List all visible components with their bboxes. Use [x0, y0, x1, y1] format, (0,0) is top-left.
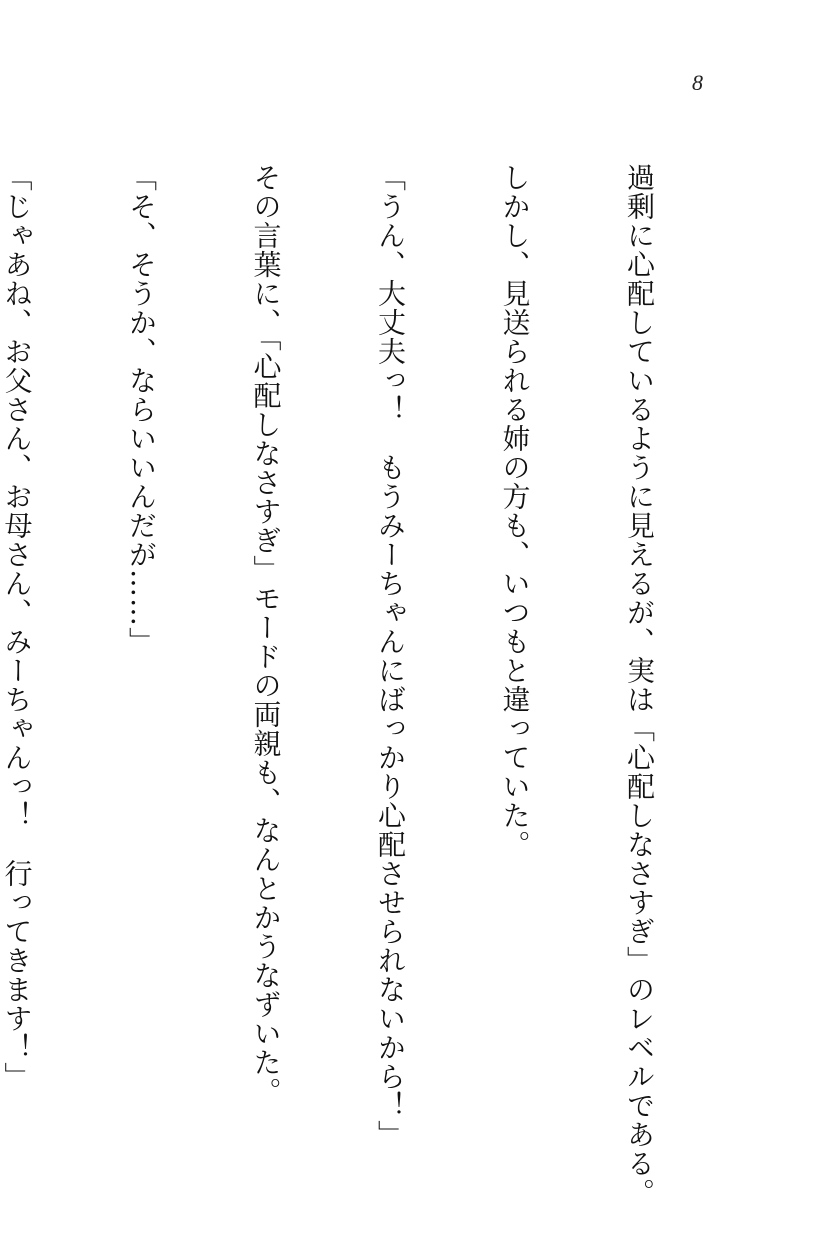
text-line: しかし、見送られる姉の方も、いつもと違っていた。 — [498, 163, 532, 859]
text-line: 「うん、大丈夫っ！ もうみーちゃんにばっかり心配させられないから！」 — [374, 163, 407, 1149]
text-line: その言葉に、「心配しなさすぎ」モードの両親も、なんとかうなずいた。 — [249, 163, 283, 1106]
text-line: 「そ、そうか、ならいいんだが……」 — [125, 163, 158, 656]
page-number: 8 — [692, 70, 703, 95]
vertical-text-body — [0, 163, 743, 1207]
text-line: 過剰に心配しているように見えるが、実は「心配しなさすぎ」のレベルである。 — [623, 163, 656, 1207]
text-line: 「じゃあね、お父さん、お母さん、みーちゃんっ！ 行ってきます！」 — [0, 163, 34, 1091]
